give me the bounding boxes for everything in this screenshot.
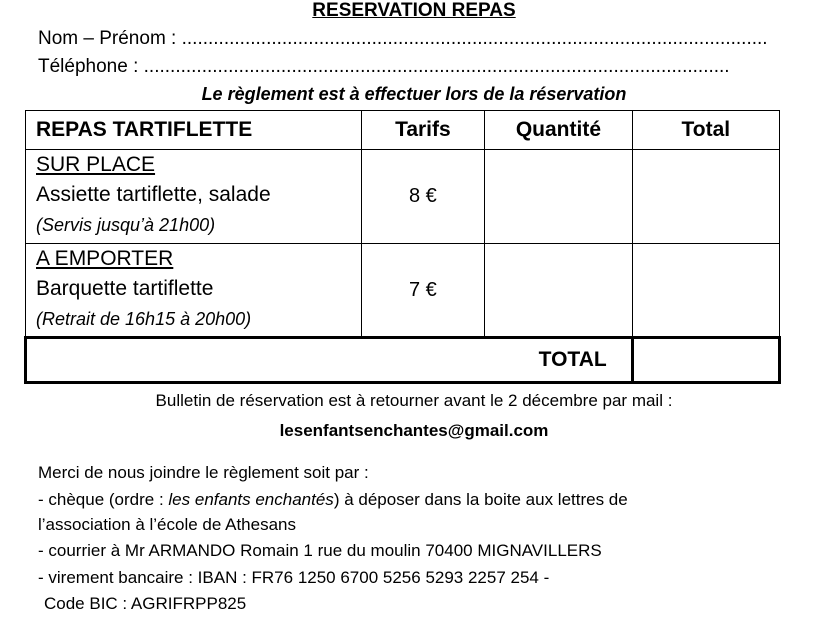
header-tarifs: Tarifs [361,111,485,150]
return-note: Bulletin de réservation est à retourner avant le 2 décembre par mail : [155,391,673,410]
cheque-prefix: - chèque (ordre : [38,490,169,509]
total-cell[interactable] [632,244,779,338]
row-description [26,150,362,244]
name-field[interactable] [38,28,768,50]
row-item: Barquette tartiflette [36,277,214,300]
quantity-cell[interactable] [485,150,633,244]
row-category: A EMPORTER [36,247,174,270]
table-row [26,150,780,244]
page-title: RESERVATION REPAS [312,0,516,21]
name-label: Nom – Prénom : [38,28,177,49]
payment-courrier: - courrier à Mr ARMANDO Romain 1 rue du moulin 70400 MIGNAVILLERS [38,541,602,560]
phone-fill-line[interactable]: ............................................................................................................... [143,56,730,77]
header-quantite: Quantité [485,111,633,150]
row-detail: (Servis jusqu’à 21h00) [36,215,216,235]
name-fill-line[interactable]: ............................................................................................................... [181,28,768,49]
payment-intro: Merci de nous joindre le règlement soit par : [38,463,369,482]
row-price: 7 € [361,244,485,338]
payment-cheque [38,490,628,510]
row-description [26,244,362,338]
cheque-suffix: ) à déposer dans la boite aux lettres de [333,490,628,509]
contact-email[interactable]: lesenfantsenchantes@gmail.com [279,421,549,440]
payment-cheque-line2: l’association à l’école de Athesans [38,515,296,534]
phone-label: Téléphone : [38,56,139,77]
row-price: 8 € [361,150,485,244]
grand-total-label: TOTAL [26,338,633,383]
row-item: Assiette tartiflette, salade [36,183,271,206]
quantity-cell[interactable] [485,244,633,338]
header-total: Total [632,111,779,150]
payment-bic: Code BIC : AGRIFRPP825 [44,594,247,613]
order-table [24,110,781,384]
row-detail: (Retrait de 16h15 à 20h00) [36,309,252,329]
header-repas: REPAS TARTIFLETTE [26,111,362,150]
payment-virement: - virement bancaire : IBAN : FR76 1250 6700 5256 5293 2257 254 - [38,568,550,587]
row-category: SUR PLACE [36,153,156,176]
phone-field[interactable] [38,56,730,78]
payment-note: Le règlement est à effectuer lors de la réservation [201,84,627,104]
cheque-payee: les enfants enchantés [168,490,334,509]
table-header-row [26,111,780,150]
total-cell[interactable] [632,150,779,244]
table-row [26,244,780,338]
grand-total-cell[interactable] [632,338,779,383]
total-row [26,338,780,383]
